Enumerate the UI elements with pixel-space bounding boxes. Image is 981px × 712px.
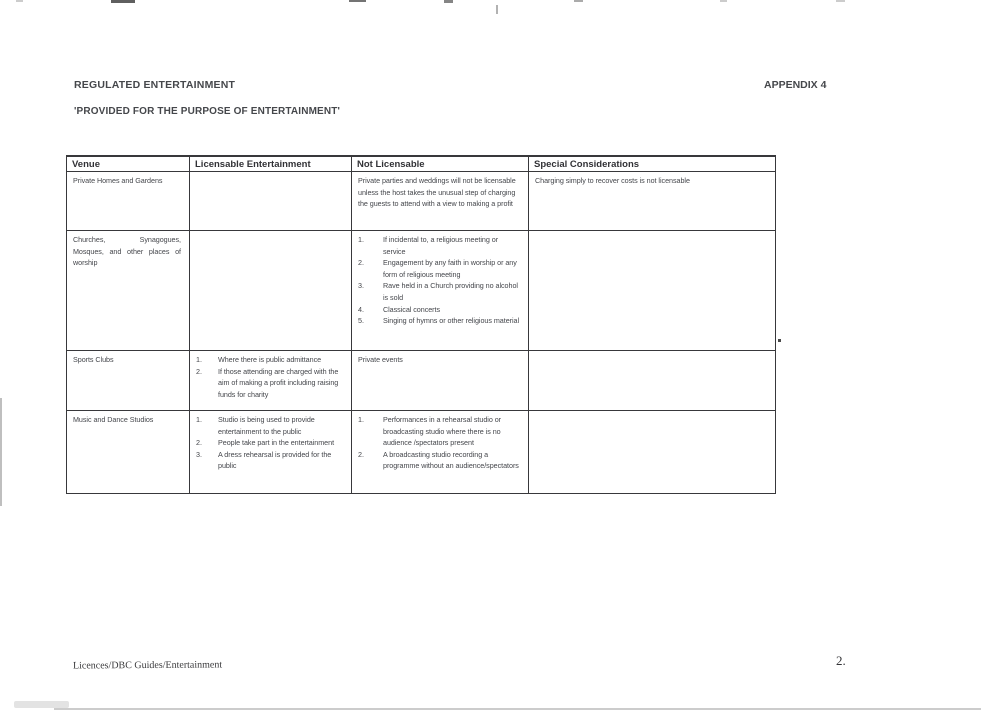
list-text: Classical concerts xyxy=(383,304,441,314)
list-number: 2. xyxy=(358,258,364,268)
scan-artifact xyxy=(836,0,845,2)
list-item xyxy=(196,366,345,401)
table-row xyxy=(67,231,776,351)
scan-artifact xyxy=(111,0,135,3)
list-number: 2. xyxy=(358,449,364,459)
list-text: Singing of hymns or other religious material xyxy=(383,316,520,326)
list-item xyxy=(196,354,345,366)
list-text: Rave held in a Church providing no alcohol is sold xyxy=(383,281,518,302)
list-item xyxy=(196,449,345,472)
list-text: Where there is public admittance xyxy=(218,355,322,364)
list-item xyxy=(358,315,522,327)
table-body xyxy=(67,172,776,494)
cell-text: Private Homes and Gardens xyxy=(73,176,163,185)
list-item xyxy=(358,304,522,316)
list-item xyxy=(358,257,522,280)
venue-cell xyxy=(67,411,190,494)
list-number: 5. xyxy=(358,316,364,326)
list-text: Performances in a rehearsal studio or broadcasting studio where there is no audience /spectators present xyxy=(383,415,502,448)
list-item xyxy=(358,234,522,257)
not-licensable-cell xyxy=(352,411,529,494)
cell-text: Sports Clubs xyxy=(73,355,114,364)
scan-artifact xyxy=(574,0,583,2)
venue-cell xyxy=(67,231,190,351)
scan-artifact xyxy=(496,5,498,14)
list-text: If incidental to, a religious meeting or service xyxy=(383,235,499,256)
scan-artifact xyxy=(14,701,69,708)
list-text: Studio is being used to provide entertainment to the public xyxy=(218,415,315,436)
list-text: Engagement by any faith in worship or any form of religious meeting xyxy=(383,258,517,279)
list-number: 1. xyxy=(196,355,202,364)
list-item xyxy=(196,437,345,449)
list-number: 4. xyxy=(358,304,364,314)
list-item xyxy=(358,414,522,449)
scan-artifact xyxy=(720,0,727,2)
venue-cell xyxy=(67,351,190,411)
list-number: 1. xyxy=(358,415,364,424)
not-licensable-cell xyxy=(352,172,529,231)
list-number: 3. xyxy=(358,281,364,291)
entertainment-table xyxy=(66,155,776,494)
cell-text: Private parties and weddings will not be licensable unless the host takes the unusual step of charging the guests to attend with a view to making a profit xyxy=(358,176,516,209)
cell-text: Music and Dance Studios xyxy=(73,415,154,424)
list-text: People take part in the entertainment xyxy=(218,438,335,448)
cell-text: Charging simply to recover costs is not licensable xyxy=(535,176,690,185)
scan-artifact xyxy=(349,0,366,2)
list-text: If those attending are charged with the aim of making a profit including raising funds for charity xyxy=(218,366,339,399)
scan-artifact xyxy=(0,398,2,506)
column-header-special-considerations: Special Considerations xyxy=(529,156,776,172)
special-cell xyxy=(529,351,776,411)
special-cell xyxy=(529,411,776,494)
cell-text: Churches, Synagogues, Mosques, and other places of worship xyxy=(73,235,181,268)
list-number: 1. xyxy=(358,235,364,244)
table-row xyxy=(67,411,776,494)
licensable-cell xyxy=(190,351,352,411)
column-header-licensable: Licensable Entertainment xyxy=(190,156,352,172)
list-number: 1. xyxy=(196,415,202,424)
footer-doc-reference: Licences/DBC Guides/Entertainment xyxy=(72,659,223,672)
page-number: 2. xyxy=(836,653,846,668)
list-number: 3. xyxy=(196,449,202,459)
cell-text: Private events xyxy=(358,355,403,364)
licensable-cell xyxy=(190,411,352,494)
scan-artifact xyxy=(54,708,981,710)
special-cell xyxy=(529,231,776,351)
table-row xyxy=(67,172,776,231)
licensable-cell xyxy=(190,231,352,351)
list-item xyxy=(358,280,522,303)
list-item xyxy=(196,414,345,437)
column-header-not-licensable: Not Licensable xyxy=(352,156,529,172)
list-text: A dress rehearsal is provided for the public xyxy=(218,449,332,471)
list-number: 2. xyxy=(196,366,202,376)
table-header-row xyxy=(67,156,776,172)
venue-cell xyxy=(67,172,190,231)
column-header-venue: Venue xyxy=(67,156,190,172)
scan-artifact xyxy=(778,339,781,342)
page-subtitle: 'PROVIDED FOR THE PURPOSE OF ENTERTAINMENT' xyxy=(74,106,341,117)
not-licensable-cell xyxy=(352,231,529,351)
special-cell xyxy=(529,172,776,231)
scan-artifact xyxy=(444,0,453,3)
list-item xyxy=(358,449,522,472)
not-licensable-cell xyxy=(352,351,529,411)
appendix-label: APPENDIX 4 xyxy=(764,79,827,91)
scan-artifact xyxy=(16,0,23,2)
table-row xyxy=(67,351,776,411)
list-text: A broadcasting studio recording a programme without an audience/spectators xyxy=(383,449,519,471)
page-title: REGULATED ENTERTAINMENT xyxy=(74,79,236,91)
list-number: 2. xyxy=(196,438,202,448)
licensable-cell xyxy=(190,172,352,231)
